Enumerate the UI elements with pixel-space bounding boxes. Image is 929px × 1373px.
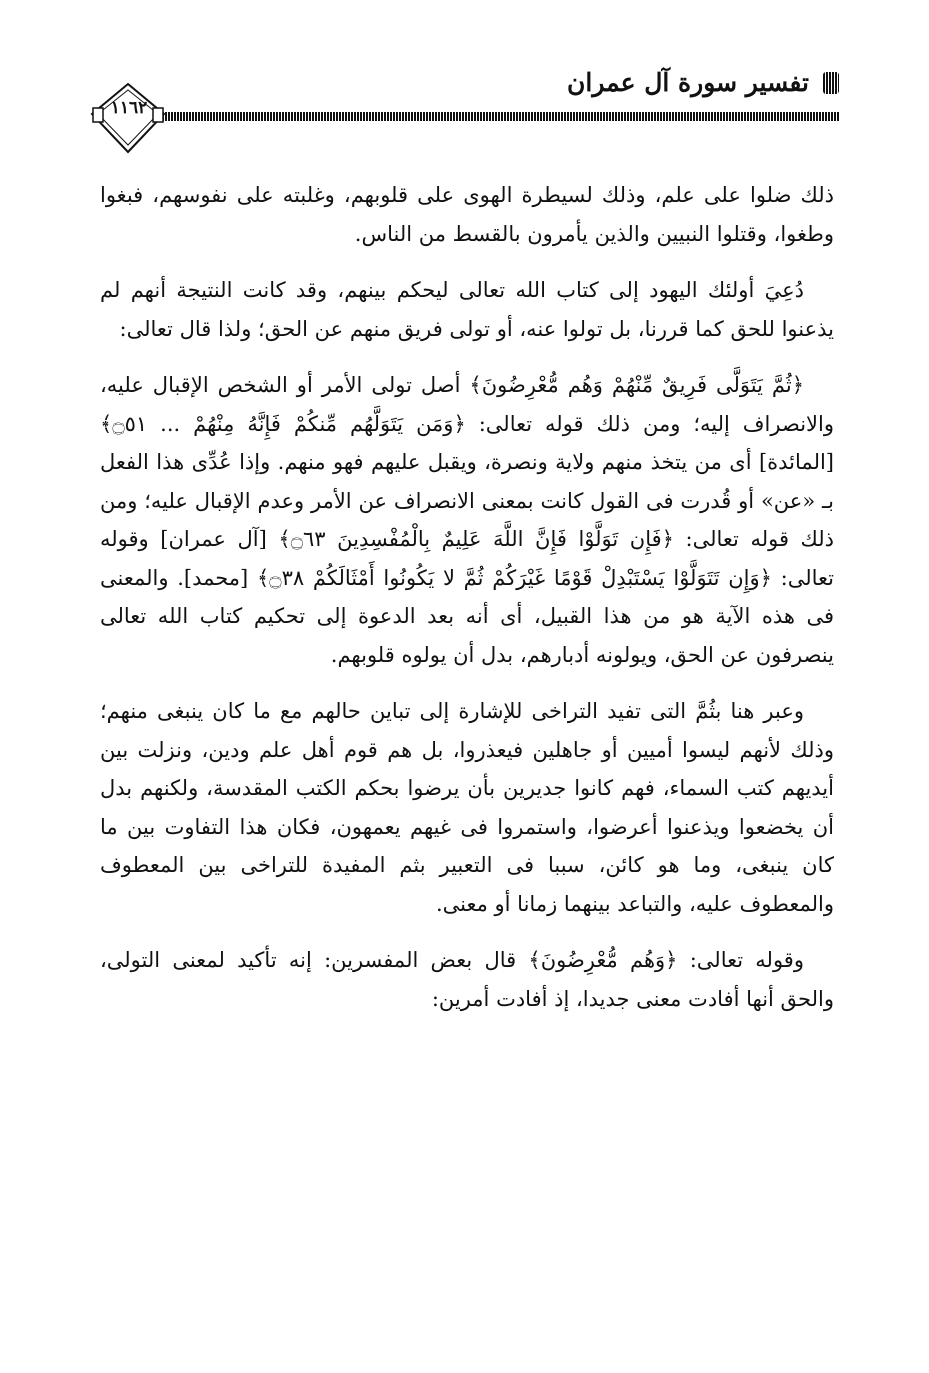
paragraph-2: دُعِيَ أولئك اليهود إلى كتاب الله تعالى ليحكم بينهم، وقد كانت النتيجة أنهم لم يذعنوا للحق كما قررنا، بل تولوا عنه، أو تولى فريق منهم عن الحق؛ ولذا قال تعالى:: [100, 278, 834, 341]
page-number-badge: [90, 82, 166, 156]
page-header: [88, 60, 839, 100]
header-rule: [150, 112, 839, 121]
paragraph-5: وقوله تعالى: ﴿وَهُم مُّعْرِضُونَ﴾ قال بعض المفسرين: إنه تأكيد لمعنى التولى، والحق أنها أفادت معنى جديدا، إذ أفادت أمرين:: [100, 948, 834, 1011]
paragraph-3: ﴿ثُمَّ يَتَوَلَّى فَرِيقٌ مِّنْهُمْ وَهُم مُّعْرِضُونَ﴾ أصل تولى الأمر أو الشخص الإقبال عليه، والانصراف إليه؛ ومن ذلك قوله تعالى: ﴿وَمَن يَتَوَلَّهُم مِّنكُمْ فَإِنَّهُ مِنْهُمْ ... ۝٥١﴾ [المائدة] أى من يتخذ منهم ولاية ونصرة، ويقبل عليهم فهو منهم. وإذا عُدِّى هذا الفعل بـ «عن» أو قُدرت فى القول كانت بمعنى الانصراف عن الأمر وعدم الإقبال عليه؛ ومن ذلك قوله تعالى: ﴿فَإِن تَوَلَّوْا فَإِنَّ اللَّهَ عَلِيمٌ بِالْمُفْسِدِينَ ۝٦٣﴾ [آل عمران] وقوله تعالى: ﴿وَإِن تَتَوَلَّوْا يَسْتَبْدِلْ قَوْمًا غَيْرَكُمْ ثُمَّ لا يَكُونُوا أَمْثَالَكُمْ ۝٣٨﴾ [محمد]. والمعنى فى هذه الآية هو من هذا القبيل، أى أنه بعد الدعوة إلى تحكيم كتاب الله تعالى ينصرفون عن الحق، ويولونه أدبارهم، بدل أن يولوه قلوبهم.: [100, 373, 835, 667]
running-title-text: تفسير سورة آل عمران: [567, 68, 809, 97]
paragraph-1: ذلك ضلوا على علم، وذلك لسيطرة الهوى على قلوبهم، وغلبته على نفوسهم، فبغوا وطغوا، وقتلوا النبيين والذين يأمرون بالقسط من الناس.: [100, 183, 834, 246]
page-number: ١١٦٢: [110, 98, 148, 118]
diamond-frame-icon: [90, 82, 166, 156]
running-title: [567, 68, 839, 97]
paragraph-4: وعبر هنا بثُمَّ التى تفيد التراخى للإشارة إلى تباين حالهم مع ما كان ينبغى منهم؛ وذلك لأنهم ليسوا أميين أو جاهلين فيعذروا، بل هم قوم أهل علم ودين، ونزلت بين أيديهم كتب السماء، فهم كانوا جديرين بأن يرضوا بحكم الكتب المقدسة، ولكنهم بدل أن يخضعوا ويذعنوا أعرضوا، واستمروا فى غيهم يعمهون، فكان هذا التفاوت بين ما كان ينبغى، وما هو كائن، سببا فى التعبير بثم المفيدة للتراخى بين المعطوف والمعطوف عليه، والتباعد بينهما زمانا أو معنى.: [100, 699, 834, 916]
header-ornament-icon: [823, 72, 839, 94]
page-body: [100, 176, 834, 1018]
